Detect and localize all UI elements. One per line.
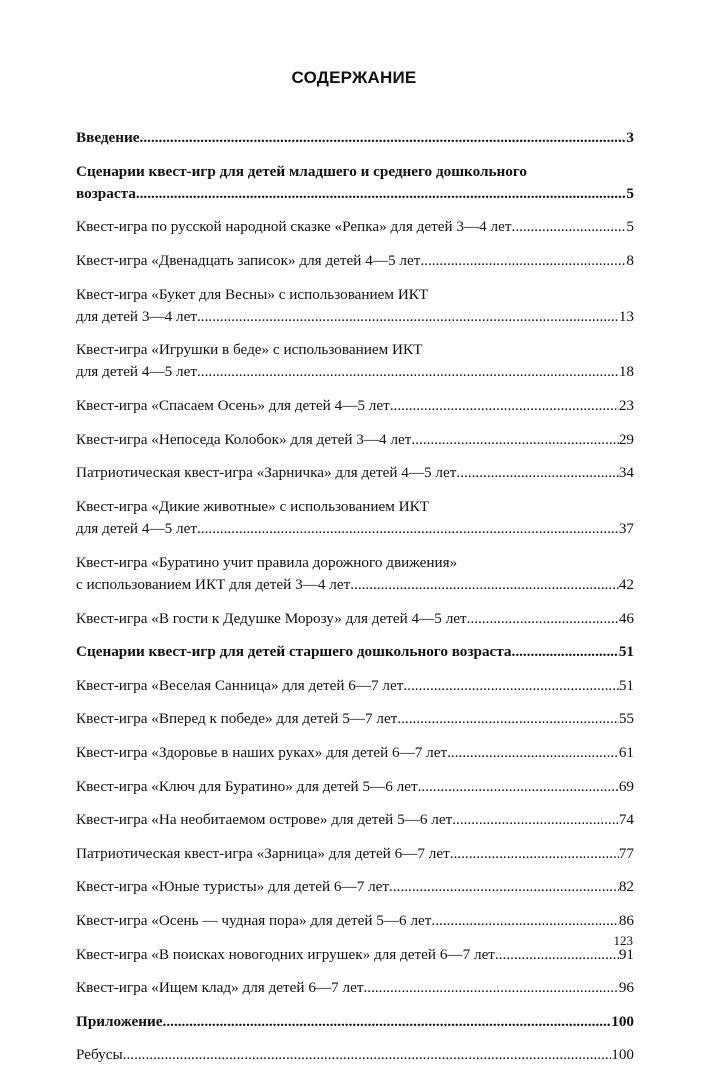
toc-entry-line: [76, 944, 634, 966]
toc-entry: [76, 395, 634, 417]
toc-entry-page: 5: [626, 218, 634, 236]
toc-entry: [76, 284, 634, 328]
toc-entry-text: Ребусы: [76, 1046, 123, 1064]
dot-leader: [431, 910, 618, 932]
toc-entry-page: 29: [618, 430, 634, 448]
toc-entry-line: [76, 127, 634, 149]
toc-entry-text: для детей 4—5 лет: [76, 520, 197, 537]
toc-entry-text: Квест-игра «В гости к Дедушке Морозу» для детей 4—5 лет: [76, 609, 467, 627]
dot-leader: [197, 518, 619, 540]
toc-entry-line: [76, 910, 634, 932]
toc-entry-page: 5: [626, 184, 634, 202]
toc-entry-page: 96: [618, 979, 634, 997]
toc-entry-text: Патриотическая квест-игра «Зарничка» для детей 4—5 лет: [76, 464, 457, 482]
toc-entry-text: Квест-игра «Дикие животные» с использованием ИКТ: [76, 498, 429, 515]
toc-entry-line: [76, 876, 634, 898]
toc-entry-line: [76, 306, 634, 328]
toc-entry-text: Квест-игра «Спасаем Осень» для детей 4—5 лет: [76, 397, 390, 415]
toc-entry-line: [76, 429, 634, 451]
dot-leader: [456, 462, 618, 484]
dot-leader: [450, 843, 619, 865]
toc-entry-line: [76, 843, 634, 865]
toc-entry-line: [76, 284, 634, 306]
toc-entry: [76, 675, 634, 697]
page-title: СОДЕРЖАНИЕ: [291, 68, 417, 87]
dot-leader: [140, 127, 627, 149]
dot-leader: [363, 977, 618, 999]
toc-entry-text: Квест-игра «Ищем клад» для детей 6—7 лет: [76, 979, 364, 997]
toc-entry-line: [76, 250, 634, 272]
toc-entry-line: [76, 742, 634, 764]
toc-entry-text: для детей 3—4 лет: [76, 307, 197, 325]
toc-entry: [76, 910, 634, 932]
toc-entry-line: [76, 161, 634, 183]
toc-entry-line: [76, 641, 634, 663]
toc-entry-text: Сценарии квест-игр для детей младшего и среднего дошкольного: [76, 162, 527, 180]
toc-entry-page: 46: [618, 609, 634, 627]
dot-leader: [389, 876, 619, 898]
toc-entry-text: Квест-игра «На необитаемом острове» для детей 5—6 лет: [76, 811, 453, 829]
toc-entry-line: [76, 216, 634, 238]
toc-entry-text: Квест-игра «Веселая Санница» для детей 6—7 лет: [76, 676, 404, 694]
toc-entry-page: 61: [618, 744, 634, 761]
toc-entry-page: 86: [618, 912, 634, 929]
dot-leader: [495, 944, 619, 966]
toc-entry-line: [76, 361, 634, 383]
dot-leader: [447, 742, 619, 764]
toc-entry-line: [76, 339, 634, 361]
toc-entry-page: 91: [618, 945, 634, 963]
dot-leader: [411, 429, 618, 451]
toc-entry-page: 77: [618, 844, 634, 862]
toc-entry: [76, 552, 634, 596]
toc-entry: [76, 127, 634, 149]
toc-entry-line: [76, 776, 634, 798]
toc-entry: [76, 216, 634, 238]
toc-entry-line: [76, 675, 634, 697]
toc-entry-line: [76, 518, 634, 540]
toc-entry-page: 34: [618, 464, 634, 482]
toc-entry-page: 23: [618, 397, 634, 415]
dot-leader: [390, 395, 619, 417]
toc-entry-text: Приложение: [76, 1012, 163, 1030]
toc-entry: [76, 496, 634, 540]
toc-entry-page: 3: [626, 129, 634, 146]
dot-leader: [197, 361, 619, 383]
toc-entry: [76, 1044, 634, 1066]
toc-entry-page: 37: [618, 520, 634, 537]
toc-entry-page: 100: [611, 1012, 634, 1030]
dot-leader: [163, 1011, 612, 1033]
toc-entry-text: Квест-игра «Вперед к победе» для детей 5—7 лет: [76, 710, 398, 728]
dot-leader: [136, 183, 627, 205]
toc-entry-text: Квест-игра «Здоровье в наших руках» для детей 6—7 лет: [76, 744, 448, 761]
dot-leader: [397, 708, 618, 730]
toc-entry-line: [76, 496, 634, 518]
toc-entry-page: 82: [618, 878, 634, 896]
toc-entry-line: [76, 462, 634, 484]
toc-entry-page: 18: [618, 363, 634, 381]
toc-entry: [76, 843, 634, 865]
toc-entry-text: Квест-игра по русской народной сказке «Репка» для детей 3—4 лет: [76, 218, 512, 236]
toc-entry: [76, 1011, 634, 1033]
page-number: 123: [613, 933, 633, 948]
toc-entry-page: 42: [618, 575, 634, 593]
toc-entry-text: Квест-игра «Осень — чудная пора» для детей 5—6 лет: [76, 912, 432, 929]
toc-entry-text: Квест-игра «Буратино учит правила дорожного движения»: [76, 553, 458, 571]
dot-leader: [197, 306, 619, 328]
toc-entry: [76, 462, 634, 484]
toc-entry-line: [76, 708, 634, 730]
toc-entry-page: 74: [618, 811, 634, 829]
toc-entry: [76, 608, 634, 630]
toc-entry: [76, 742, 634, 764]
toc-entry-line: [76, 1044, 634, 1066]
toc-entry-text: Квест-игра «В поисках новогодних игрушек» для детей 6—7 лет: [76, 945, 495, 963]
toc-entry: [76, 809, 634, 831]
toc-entry-text: Квест-игра «Двенадцать записок» для детей 4—5 лет: [76, 252, 421, 269]
toc-entry-text: Сценарии квест-игр для детей старшего дошкольного возраста: [76, 643, 512, 661]
toc-entry-text: Квест-игра «Ключ для Буратино» для детей 5—6 лет: [76, 777, 418, 795]
toc-entry-text: возраста: [76, 184, 136, 202]
toc-entry-page: 8: [626, 252, 634, 269]
toc-entry: [76, 429, 634, 451]
toc-entry-text: для детей 4—5 лет: [76, 363, 197, 381]
dot-leader: [350, 574, 619, 596]
toc-entry-line: [76, 809, 634, 831]
toc-entry-text: с использованием ИКТ для детей 3—4 лет: [76, 575, 351, 593]
toc-entry: [76, 161, 634, 205]
toc-entry-line: [76, 574, 634, 596]
toc-entry-line: [76, 552, 634, 574]
toc-entry-page: 55: [618, 710, 634, 728]
toc-entry-text: Квест-игра «Непоседа Колобок» для детей 3—4 лет: [76, 430, 412, 448]
toc-entry-text: Квест-игра «Игрушки в беде» с использованием ИКТ: [76, 341, 423, 359]
toc-entry-line: [76, 395, 634, 417]
toc-entry-page: 51: [618, 643, 634, 661]
toc-entry-line: [76, 183, 634, 205]
toc-entry-line: [76, 608, 634, 630]
toc-entry: [76, 776, 634, 798]
toc-entry: [76, 250, 634, 272]
toc-entry-page: 51: [618, 676, 634, 694]
toc-entry: [76, 708, 634, 730]
toc-entry-page: 69: [618, 777, 634, 795]
toc-entry: [76, 977, 634, 999]
toc-entry-page: 13: [618, 307, 634, 325]
dot-leader: [512, 216, 627, 238]
toc-entry-text: Патриотическая квест-игра «Зарница» для детей 6—7 лет: [76, 844, 450, 862]
toc-entry: [76, 944, 634, 966]
toc-entry-line: [76, 977, 634, 999]
dot-leader: [467, 608, 619, 630]
toc-entry-text: Квест-игра «Юные туристы» для детей 6—7 лет: [76, 878, 390, 896]
dot-leader: [420, 250, 626, 272]
dot-leader: [418, 776, 619, 798]
toc-entry: [76, 641, 634, 663]
toc-entry-line: [76, 1011, 634, 1033]
toc-entry: [76, 339, 634, 383]
dot-leader: [452, 809, 619, 831]
toc-entry-page: 100: [611, 1046, 634, 1064]
toc-entry-text: Введение: [76, 129, 140, 146]
toc-entry-text: Квест-игра «Букет для Весны» с использованием ИКТ: [76, 285, 429, 303]
dot-leader: [403, 675, 618, 697]
dot-leader: [123, 1044, 612, 1066]
toc-entry: [76, 876, 634, 898]
dot-leader: [512, 641, 619, 663]
